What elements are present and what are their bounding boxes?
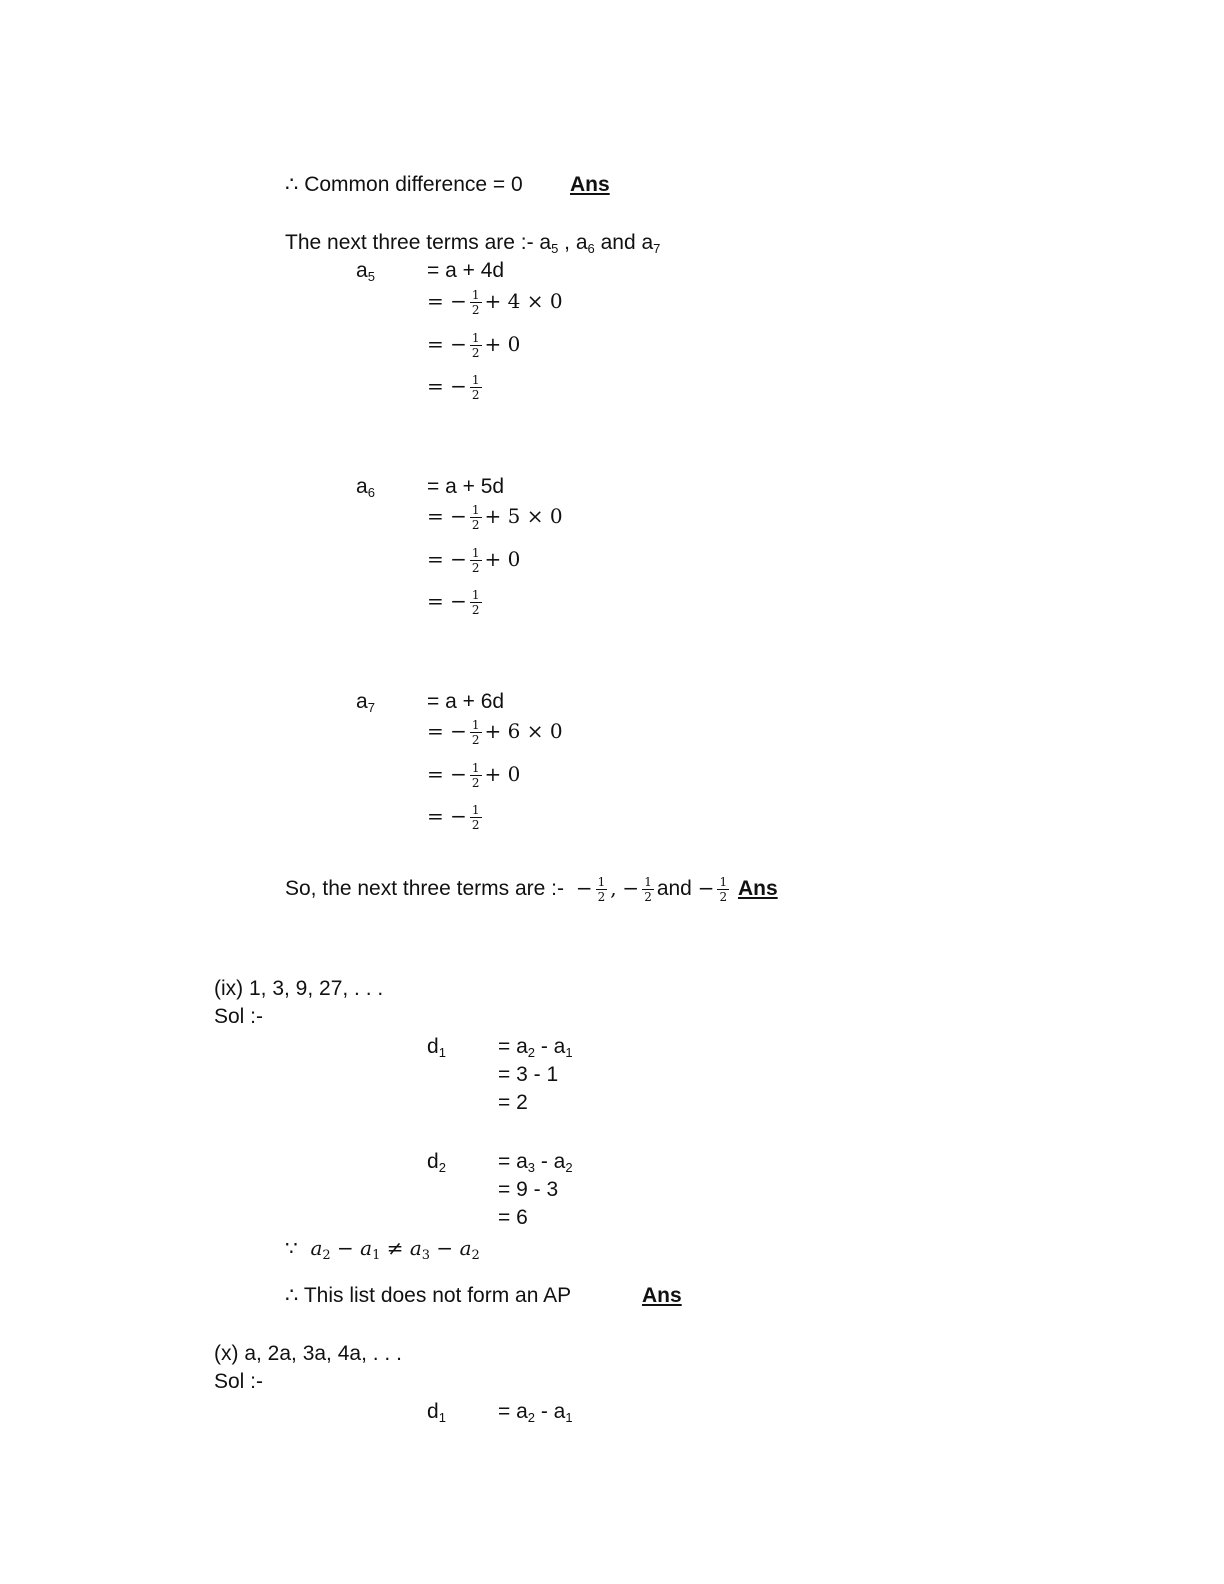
subscript: 5 <box>367 269 375 284</box>
subscript: 1 <box>565 1045 573 1060</box>
separator: and a <box>594 231 654 254</box>
numerator: 1 <box>471 373 480 387</box>
numerator: 1 <box>471 288 480 302</box>
ans-label: Ans <box>570 173 610 196</box>
question-ix: (ix) 1, 3, 9, 27, . . . <box>214 977 384 1000</box>
label: a <box>356 259 368 282</box>
subscript: 3 <box>421 1248 431 1263</box>
label: a <box>356 690 368 713</box>
minus: − <box>622 876 640 901</box>
denominator: 2 <box>471 518 480 532</box>
numerator: 1 <box>597 875 606 889</box>
suffix: + 0 <box>484 332 521 356</box>
subscript: 2 <box>322 1248 331 1263</box>
formula-a7: = a + 6d <box>427 690 505 713</box>
denominator: 2 <box>471 733 480 747</box>
fraction <box>470 374 482 401</box>
fraction <box>470 504 482 531</box>
var: a <box>360 1236 373 1260</box>
fraction <box>470 719 482 746</box>
subscript: 2 <box>527 1410 536 1425</box>
common-difference-line <box>285 174 523 195</box>
fraction <box>596 876 608 903</box>
numerator: 1 <box>471 761 480 775</box>
label: a <box>356 475 368 498</box>
prefix: = − <box>427 589 467 613</box>
step2-a6 <box>427 547 520 574</box>
suffix: + 0 <box>484 547 521 571</box>
text: - a <box>535 1150 566 1173</box>
op: ≠ <box>380 1236 410 1260</box>
fraction <box>470 332 482 359</box>
step1-a7 <box>427 719 563 746</box>
label: d <box>427 1400 439 1423</box>
prefix: = − <box>427 504 467 528</box>
d1-line-2: = 3 - 1 <box>498 1063 559 1086</box>
denominator: 2 <box>471 388 480 402</box>
subscript: 7 <box>367 700 375 715</box>
because-symbol: ∵ <box>285 1236 298 1260</box>
var: a <box>459 1236 472 1260</box>
d1-line-1 <box>498 1400 573 1425</box>
common-difference-text: ∴ Common difference = 0 <box>285 173 523 196</box>
numerator: 1 <box>644 875 652 889</box>
formula-a5: = a + 4d <box>427 259 505 282</box>
op: − <box>430 1236 460 1260</box>
suffix: + 6 × 0 <box>484 719 563 743</box>
denominator: 2 <box>471 818 480 832</box>
subscript: 6 <box>367 485 375 500</box>
prefix: = − <box>427 719 467 743</box>
denominator: 2 <box>719 890 728 904</box>
d1-line-1 <box>498 1035 573 1060</box>
numerator: 1 <box>719 875 728 889</box>
text: - a <box>535 1400 566 1423</box>
subscript: 1 <box>438 1410 446 1425</box>
subscript: 1 <box>565 1410 573 1425</box>
step2-a7 <box>427 762 520 789</box>
sol-label: Sol :- <box>214 1370 264 1393</box>
suffix: + 5 × 0 <box>484 504 563 528</box>
denominator: 2 <box>644 890 652 904</box>
subscript: 7 <box>653 241 661 256</box>
term-label-a7 <box>356 690 375 715</box>
d1-label <box>427 1400 446 1425</box>
prefix: = − <box>427 289 467 313</box>
conclusion-text: So, the next three terms are :- <box>285 877 564 901</box>
fraction <box>470 762 482 789</box>
fraction <box>470 547 482 574</box>
subscript: 3 <box>527 1160 536 1175</box>
step2-a5 <box>427 332 520 359</box>
numerator: 1 <box>471 503 480 517</box>
subscript: 6 <box>587 241 595 256</box>
numerator: 1 <box>471 331 480 345</box>
denominator: 2 <box>597 890 606 904</box>
prefix: = − <box>427 804 467 828</box>
fraction <box>642 876 654 903</box>
minus: − <box>697 876 715 901</box>
fraction <box>717 876 729 903</box>
prefix: = − <box>427 547 467 571</box>
d2-label <box>427 1150 446 1175</box>
fraction <box>470 289 482 316</box>
numerator: 1 <box>471 803 480 817</box>
denominator: 2 <box>471 561 480 575</box>
text: = a <box>498 1150 528 1173</box>
because-inequality <box>285 1236 480 1263</box>
denominator: 2 <box>471 776 480 790</box>
separator: , a <box>558 231 588 254</box>
text: - a <box>535 1035 566 1058</box>
ans-label: Ans <box>737 877 778 901</box>
subscript: 2 <box>565 1160 573 1175</box>
comma: , <box>610 876 617 901</box>
fraction <box>470 589 482 616</box>
not-ap-conclusion: ∴ This list does not form an AP <box>285 1284 572 1307</box>
d2-line-2: = 9 - 3 <box>498 1178 559 1201</box>
op: − <box>330 1236 361 1260</box>
step1-a5 <box>427 289 563 316</box>
numerator: 1 <box>471 718 480 732</box>
var: a <box>409 1236 422 1260</box>
d1-label <box>427 1035 446 1060</box>
minus: − <box>575 876 593 901</box>
subscript: 2 <box>438 1160 446 1175</box>
question-x: (x) a, 2a, 3a, 4a, . . . <box>214 1342 402 1365</box>
prefix: = − <box>427 332 467 356</box>
suffix: + 0 <box>484 762 521 786</box>
next-terms-conclusion <box>285 876 778 903</box>
text: = a <box>498 1400 528 1423</box>
label: d <box>427 1035 439 1058</box>
subscript: 1 <box>438 1045 446 1060</box>
and-word: and <box>656 877 692 901</box>
label: d <box>427 1150 439 1173</box>
prefix: = − <box>427 762 467 786</box>
var: a <box>310 1236 323 1260</box>
numerator: 1 <box>471 546 480 560</box>
sol-label: Sol :- <box>214 1005 264 1028</box>
subscript: 5 <box>551 241 559 256</box>
prefix: = − <box>427 374 467 398</box>
d1-line-3: = 2 <box>498 1091 528 1114</box>
fraction <box>470 804 482 831</box>
subscript: 2 <box>471 1248 480 1263</box>
subscript: 1 <box>372 1248 381 1263</box>
d2-line-3: = 6 <box>498 1206 528 1229</box>
term-label-a5 <box>356 259 375 284</box>
formula-a6: = a + 5d <box>427 475 505 498</box>
numerator: 1 <box>471 588 480 602</box>
intro-text: The next three terms are :- a <box>285 231 552 254</box>
ans-label: Ans <box>642 1284 682 1307</box>
next-terms-intro <box>285 231 661 256</box>
denominator: 2 <box>471 303 480 317</box>
step1-a6 <box>427 504 563 531</box>
subscript: 2 <box>527 1045 536 1060</box>
step3-a5 <box>427 374 485 401</box>
d2-line-1 <box>498 1150 573 1175</box>
denominator: 2 <box>471 603 480 617</box>
suffix: + 4 × 0 <box>484 289 563 313</box>
text: = a <box>498 1035 528 1058</box>
term-label-a6 <box>356 475 375 500</box>
step3-a7 <box>427 804 485 831</box>
denominator: 2 <box>471 346 480 360</box>
step3-a6 <box>427 589 485 616</box>
